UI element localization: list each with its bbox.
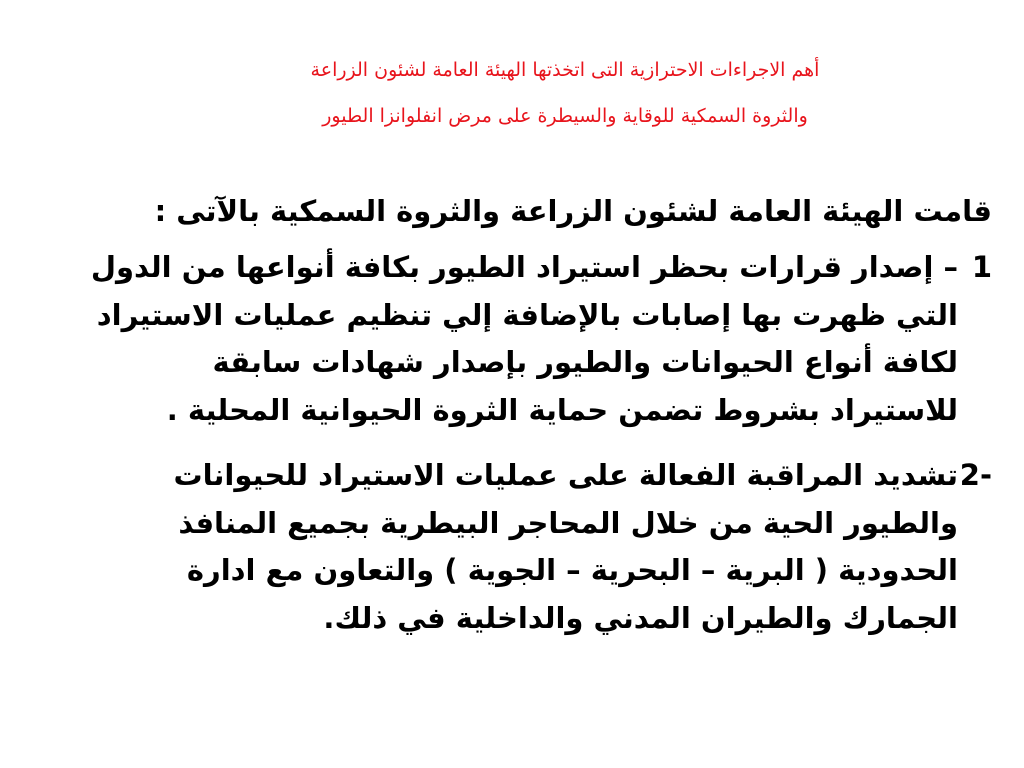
intro-heading: [30, 188, 992, 236]
item-line-text: تشديد المراقبة الفعالة على عمليات الاستيراد للحيوانات: [173, 458, 958, 492]
title-line-2-text: والثروة السمكية للوقاية والسيطرة على مرض انفلوانزا الطيور: [322, 105, 808, 127]
item-line-text: للاستيراد بشروط تضمن حماية الثروة الحيوانية المحلية .: [166, 392, 958, 427]
item-line-text: لكافة أنواع الحيوانات والطيور بإصدار شهادات سابقة: [212, 345, 958, 380]
item-line: [30, 452, 958, 500]
item-text: [30, 244, 958, 434]
item-line: [30, 244, 958, 292]
item-line-text: – إصدار قرارات بحظر استيراد الطيور بكافة أنواعها من الدول: [90, 250, 958, 284]
item-line: [30, 547, 958, 595]
item-line-text: الحدودية ( البرية – البحرية – الجوية ) والتعاون مع ادارة: [186, 553, 958, 588]
item-line-text: والطيور الحية من خلال المحاجر البيطرية بجميع المنافذ: [178, 505, 958, 540]
item-number-text: 2-: [959, 458, 992, 492]
list-item-1: [30, 244, 992, 434]
item-line: [30, 500, 958, 548]
item-number: [958, 452, 992, 642]
item-line: [30, 387, 958, 435]
item-line: [30, 339, 958, 387]
item-number: [958, 244, 992, 434]
item-text: [30, 452, 958, 642]
title-line-1-text: أهم الاجراءات الاحترازية التى اتخذتها الهيئة العامة لشئون الزراعة: [310, 59, 820, 81]
item-line: [30, 595, 958, 643]
item-line-text: الجمارك والطيران المدني والداخلية في ذلك.: [323, 600, 958, 635]
item-line-text: التي ظهرت بها إصابات بالإضافة إلي تنظيم عمليات الاستيراد: [96, 297, 958, 332]
item-line: [30, 292, 958, 340]
intro-heading-text: قامت الهيئة العامة لشئون الزراعة والثروة السمكية بالآتى :: [154, 194, 992, 228]
list-item-2: [30, 452, 992, 642]
item-number-text: 1: [971, 250, 992, 284]
